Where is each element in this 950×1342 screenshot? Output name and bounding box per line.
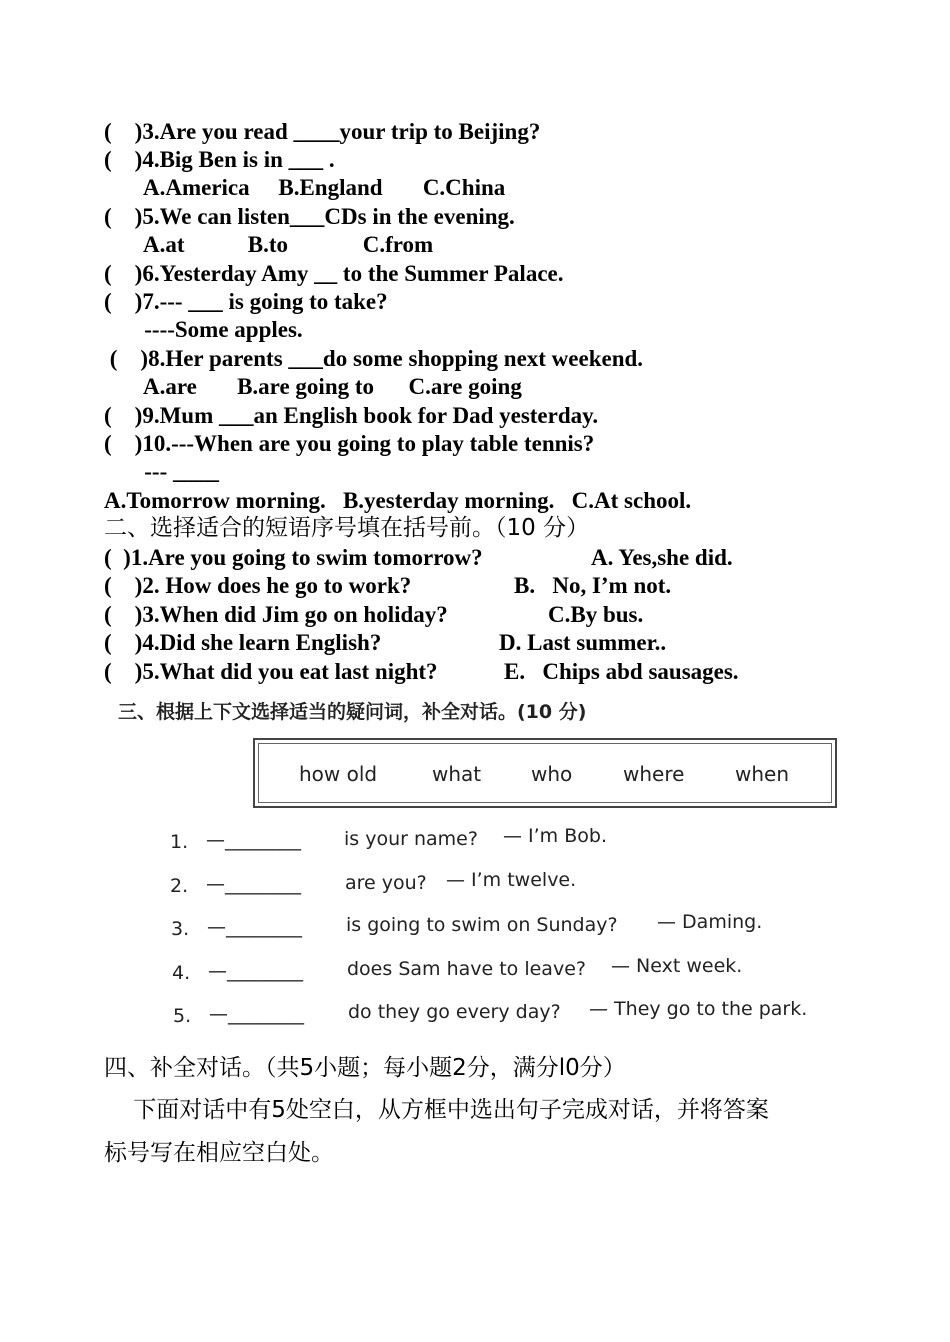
- match-question: ( )4.Did she learn English?: [104, 630, 382, 655]
- word-box-item: who: [531, 762, 573, 786]
- options-line: A.are B.are going to C.are going: [104, 374, 522, 399]
- dialog-question: is your name?: [344, 828, 478, 850]
- item-number: 4.: [172, 962, 191, 984]
- options-line: A.at B.to C.from: [104, 232, 434, 257]
- word-box-item: how old: [299, 762, 378, 786]
- dialog-answer: — Daming.: [657, 911, 763, 933]
- answer-line: --- ____: [104, 459, 219, 484]
- dialog-answer: — I’m Bob.: [503, 825, 607, 847]
- question-line: ( )4.Big Ben is in ___ .: [104, 147, 335, 172]
- answer-blank: —________: [206, 873, 301, 895]
- section-heading: 四、补全对话。（共5小题；每小题2分，满分l0分）: [104, 1055, 626, 1081]
- dialog-question: is going to swim on Sunday?: [346, 914, 618, 936]
- answer-line: ----Some apples.: [104, 317, 303, 342]
- word-box-item: where: [623, 762, 685, 786]
- match-answer: C.By bus.: [548, 602, 644, 627]
- match-answer: D. Last summer..: [499, 630, 667, 655]
- instruction-text: 标号写在相应空白处。: [104, 1140, 334, 1166]
- question-line: ( )7.--- ___ is going to take?: [104, 289, 388, 314]
- item-number: 1.: [170, 831, 189, 853]
- dialog-answer: — They go to the park.: [589, 998, 808, 1020]
- question-line: ( )9.Mum ___an English book for Dad yesterday.: [104, 403, 599, 428]
- word-box-item: when: [735, 762, 790, 786]
- options-line: A.America B.England C.China: [104, 175, 506, 200]
- dialog-answer: — Next week.: [611, 955, 743, 977]
- match-question: ( )2. How does he go to work?: [104, 573, 412, 598]
- question-line: ( )10.---When are you going to play table tennis?: [104, 431, 595, 456]
- answer-blank: —________: [207, 916, 302, 938]
- answer-blank: —________: [209, 1003, 304, 1025]
- match-answer: B. No, I’m not.: [514, 573, 672, 598]
- item-number: 2.: [170, 875, 189, 897]
- section-heading: 二、选择适合的短语序号填在括号前。（10 分）: [104, 515, 590, 541]
- dialog-question: are you?: [345, 872, 427, 894]
- instruction-text: 下面对话中有5处空白，从方框中选出句子完成对话，并将答案: [104, 1097, 769, 1123]
- question-line: ( )5.We can listen___CDs in the evening.: [104, 204, 515, 229]
- word-box-item: what: [432, 762, 482, 786]
- question-line: ( )3.Are you read ____your trip to Beijing?: [104, 119, 541, 144]
- match-question: ( )5.What did you eat last night?: [104, 659, 438, 684]
- section-heading: 三、根据上下文选择适当的疑问词，补全对话。(10 分): [118, 701, 587, 723]
- answer-blank: —________: [208, 960, 303, 982]
- answer-blank: —________: [206, 829, 301, 851]
- dialog-question: does Sam have to leave?: [347, 958, 586, 980]
- match-answer: E. Chips abd sausages.: [504, 659, 739, 684]
- question-line: ( )8.Her parents ___do some shopping next weekend.: [104, 346, 644, 371]
- dialog-question: do they go every day?: [348, 1001, 561, 1023]
- options-line: A.Tomorrow morning. B.yesterday morning. C.At school.: [104, 488, 692, 513]
- question-line: ( )6.Yesterday Amy __ to the Summer Palace.: [104, 261, 564, 286]
- item-number: 3.: [171, 918, 190, 940]
- match-answer: A. Yes,she did.: [591, 545, 733, 570]
- match-question: ( )1.Are you going to swim tomorrow?: [104, 545, 483, 570]
- match-question: ( )3.When did Jim go on holiday?: [104, 602, 448, 627]
- item-number: 5.: [173, 1005, 192, 1027]
- dialog-answer: — I’m twelve.: [446, 869, 577, 891]
